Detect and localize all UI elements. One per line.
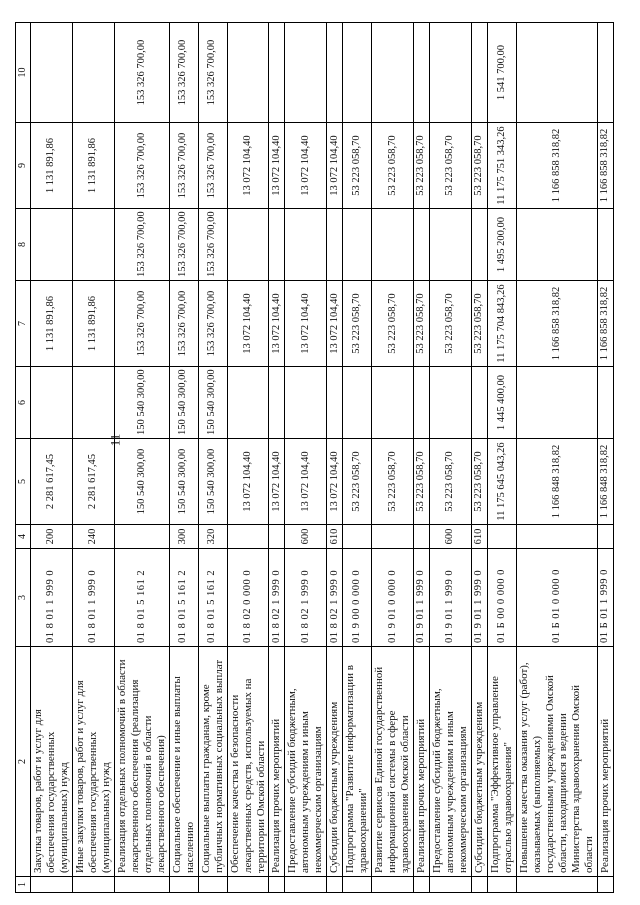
row-index-cell (430, 877, 472, 893)
amount-cell: 13 072 104,40 (327, 123, 343, 209)
amount-cell: 1 495 200,00 (488, 209, 517, 281)
amount-cell (516, 367, 597, 439)
amount-cell: 53 223 058,70 (472, 123, 488, 209)
classification-code-cell: 01 Б 00 0 000 0 (488, 549, 517, 647)
amount-cell: 53 223 058,70 (430, 281, 472, 367)
expense-type-cell: 600 (430, 525, 472, 549)
classification-code-cell: 01 9 01 1 999 0 (472, 549, 488, 647)
amount-cell: 53 223 058,70 (414, 439, 430, 525)
amount-cell (472, 209, 488, 281)
expense-type-cell: 600 (285, 525, 327, 549)
classification-code-cell: 01 8 02 1 999 0 (327, 549, 343, 647)
expense-type-cell: 610 (472, 525, 488, 549)
amount-cell: 150 540 300,00 (169, 439, 198, 525)
amount-cell (285, 209, 327, 281)
amount-cell: 13 072 104,40 (327, 281, 343, 367)
column-header: 1 (16, 877, 31, 893)
amount-cell: 1 166 858 318,82 (597, 281, 613, 367)
table-row (430, 23, 472, 893)
amount-cell: 13 072 104,40 (227, 281, 269, 367)
amount-cell (269, 367, 285, 439)
amount-cell (285, 367, 327, 439)
row-index-cell (597, 877, 613, 893)
amount-cell: 13 072 104,40 (227, 439, 269, 525)
amount-cell: 150 540 300,00 (198, 439, 227, 525)
amount-cell (31, 23, 73, 123)
expense-type-cell (227, 525, 269, 549)
row-index-cell (327, 877, 343, 893)
classification-code-cell: 01 8 01 5 161 2 (169, 549, 198, 647)
budget-table-rotated (15, 23, 611, 893)
column-header: 7 (16, 281, 31, 367)
row-index-cell (414, 877, 430, 893)
amount-cell: 1 541 700,00 (488, 23, 517, 123)
amount-cell (372, 209, 414, 281)
description-cell: Подпрограмма "Эффективное управление отраслью здравоохранения" (488, 647, 517, 877)
description-cell: Предоставление субсидий бюджетным, автономным учреждениям и иным некоммерческим организациям (285, 647, 327, 877)
row-index-cell (372, 877, 414, 893)
amount-cell (516, 209, 597, 281)
amount-cell: 153 326 700,00 (198, 23, 227, 123)
amount-cell: 1 131 891,86 (31, 123, 73, 209)
classification-code-cell: 01 9 00 0 000 0 (343, 549, 372, 647)
row-index-cell (72, 877, 114, 893)
description-cell: Социальное обеспечение и иные выплаты населению (169, 647, 198, 877)
amount-cell: 2 281 617,45 (31, 439, 73, 525)
expense-type-cell: 240 (72, 525, 114, 549)
amount-cell: 153 326 700,00 (169, 209, 198, 281)
table-row (488, 23, 517, 893)
amount-cell (72, 23, 114, 123)
column-header: 6 (16, 367, 31, 439)
amount-cell (343, 367, 372, 439)
amount-cell: 13 072 104,40 (285, 281, 327, 367)
amount-cell: 53 223 058,70 (372, 439, 414, 525)
amount-cell: 13 072 104,40 (327, 439, 343, 525)
classification-code-cell: 01 8 02 1 999 0 (269, 549, 285, 647)
amount-cell: 11 175 704 843,26 (488, 281, 517, 367)
amount-cell: 53 223 058,70 (372, 123, 414, 209)
table-row (285, 23, 327, 893)
amount-cell: 53 223 058,70 (472, 439, 488, 525)
amount-cell (31, 209, 73, 281)
table-row (169, 23, 198, 893)
expense-type-cell (372, 525, 414, 549)
amount-cell (269, 23, 285, 123)
amount-cell (414, 23, 430, 123)
amount-cell: 13 072 104,40 (269, 123, 285, 209)
table-row (343, 23, 372, 893)
expense-type-cell: 320 (198, 525, 227, 549)
classification-code-cell: 01 Б 01 1 999 0 (597, 549, 613, 647)
column-header: 5 (16, 439, 31, 525)
expense-type-cell (269, 525, 285, 549)
table-row (414, 23, 430, 893)
amount-cell: 150 540 300,00 (114, 439, 169, 525)
amount-cell (430, 209, 472, 281)
column-header: 8 (16, 209, 31, 281)
row-index-cell (227, 877, 269, 893)
amount-cell (472, 367, 488, 439)
column-header: 3 (16, 549, 31, 647)
column-header: 2 (16, 647, 31, 877)
expense-type-cell (114, 525, 169, 549)
amount-cell (31, 367, 73, 439)
table-row (72, 23, 114, 893)
amount-cell (372, 23, 414, 123)
amount-cell: 150 540 300,00 (169, 367, 198, 439)
amount-cell (430, 23, 472, 123)
amount-cell (72, 367, 114, 439)
amount-cell (285, 23, 327, 123)
amount-cell: 150 540 300,00 (198, 367, 227, 439)
table-row (372, 23, 414, 893)
amount-cell (327, 367, 343, 439)
table-row (597, 23, 613, 893)
expense-type-cell (414, 525, 430, 549)
amount-cell: 153 326 700,00 (114, 123, 169, 209)
description-cell: Субсидии бюджетным учреждениям (327, 647, 343, 877)
amount-cell: 11 175 645 043,26 (488, 439, 517, 525)
row-index-cell (516, 877, 597, 893)
amount-cell: 11 175 751 343,26 (488, 123, 517, 209)
amount-cell: 53 223 058,70 (414, 123, 430, 209)
description-cell: Социальные выплаты гражданам, кроме публичных нормативных социальных выплат (198, 647, 227, 877)
amount-cell: 153 326 700,00 (198, 281, 227, 367)
row-index-cell (269, 877, 285, 893)
amount-cell (414, 367, 430, 439)
amount-cell: 1 166 858 318,82 (516, 281, 597, 367)
table-row (31, 23, 73, 893)
expense-type-cell: 300 (169, 525, 198, 549)
amount-cell: 1 131 891,86 (72, 281, 114, 367)
table-row (227, 23, 269, 893)
column-header: 10 (16, 23, 31, 123)
description-cell: Реализация прочих мероприятий (414, 647, 430, 877)
amount-cell: 1 166 858 318,82 (597, 123, 613, 209)
amount-cell: 1 166 848 318,82 (516, 439, 597, 525)
amount-cell: 53 223 058,70 (343, 123, 372, 209)
amount-cell (597, 23, 613, 123)
expense-type-cell: 610 (327, 525, 343, 549)
amount-cell: 1 166 858 318,82 (516, 123, 597, 209)
column-header: 4 (16, 525, 31, 549)
description-cell: Реализация прочих мероприятий (597, 647, 613, 877)
amount-cell (269, 209, 285, 281)
description-cell: Субсидии бюджетным учреждениям (472, 647, 488, 877)
row-index-cell (285, 877, 327, 893)
description-cell: Повышение качества оказания услуг (работ), оказываемых (выполняемых) государственными учреждениями Омской области, находящимися в ведении Министерства здравоохранения Омской области (516, 647, 597, 877)
expense-type-cell: 200 (31, 525, 73, 549)
amount-cell: 153 326 700,00 (169, 23, 198, 123)
amount-cell: 13 072 104,40 (269, 281, 285, 367)
amount-cell: 153 326 700,00 (114, 209, 169, 281)
description-cell: Развитие сервисов Единой государственной информационной системы в сфере здравоохранения Омской области (372, 647, 414, 877)
description-cell: Реализация отдельных полномочий в области лекарственного обеспечения (реализация отдельных полномочий в области лекарственного обеспечения) (114, 647, 169, 877)
budget-table (15, 22, 614, 893)
table-row (472, 23, 488, 893)
row-index-cell (169, 877, 198, 893)
table-row (516, 23, 597, 893)
table-row (114, 23, 169, 893)
description-cell: Предоставление субсидий бюджетным, автономным учреждениям и иным некоммерческим организациям (430, 647, 472, 877)
classification-code-cell: 01 Б 01 0 000 0 (516, 549, 597, 647)
classification-code-cell: 01 8 01 5 161 2 (198, 549, 227, 647)
row-index-cell (488, 877, 517, 893)
row-index-cell (114, 877, 169, 893)
classification-code-cell: 01 9 01 1 999 0 (414, 549, 430, 647)
amount-cell (343, 23, 372, 123)
amount-cell: 53 223 058,70 (414, 281, 430, 367)
amount-cell (327, 23, 343, 123)
classification-code-cell: 01 8 01 1 999 0 (31, 549, 73, 647)
amount-cell: 150 540 300,00 (114, 367, 169, 439)
expense-type-cell (343, 525, 372, 549)
table-row (269, 23, 285, 893)
amount-cell: 13 072 104,40 (269, 439, 285, 525)
classification-code-cell: 01 8 02 1 999 0 (285, 549, 327, 647)
amount-cell: 1 445 400,00 (488, 367, 517, 439)
amount-cell: 2 281 617,45 (72, 439, 114, 525)
description-cell: Подпрограмма "Развитие информатизации в здравоохранении" (343, 647, 372, 877)
amount-cell: 53 223 058,70 (343, 439, 372, 525)
amount-cell (472, 23, 488, 123)
description-cell: Реализация прочих мероприятий (269, 647, 285, 877)
table-body (31, 23, 614, 893)
row-index-cell (198, 877, 227, 893)
amount-cell: 13 072 104,40 (285, 123, 327, 209)
amount-cell: 13 072 104,40 (227, 123, 269, 209)
row-index-cell (472, 877, 488, 893)
row-index-cell (343, 877, 372, 893)
amount-cell: 53 223 058,70 (430, 439, 472, 525)
classification-code-cell: 01 8 01 1 999 0 (72, 549, 114, 647)
expense-type-cell (516, 525, 597, 549)
amount-cell (227, 209, 269, 281)
amount-cell: 153 326 700,00 (169, 281, 198, 367)
amount-cell: 53 223 058,70 (472, 281, 488, 367)
amount-cell (227, 367, 269, 439)
expense-type-cell (488, 525, 517, 549)
amount-cell: 53 223 058,70 (430, 123, 472, 209)
amount-cell (72, 209, 114, 281)
amount-cell: 53 223 058,70 (343, 281, 372, 367)
header-row (16, 23, 31, 893)
description-cell: Иные закупки товаров, работ и услуг для обеспечения государственных (муниципальных) нужд (72, 647, 114, 877)
amount-cell (597, 209, 613, 281)
amount-cell: 1 131 891,86 (72, 123, 114, 209)
classification-code-cell: 01 9 01 1 999 0 (430, 549, 472, 647)
table-row (327, 23, 343, 893)
row-index-cell (31, 877, 73, 893)
description-cell: Закупка товаров, работ и услуг для обеспечения государственных (муниципальных) нужд (31, 647, 73, 877)
amount-cell: 13 072 104,40 (285, 439, 327, 525)
amount-cell (327, 209, 343, 281)
amount-cell: 153 326 700,00 (198, 209, 227, 281)
amount-cell: 1 131 891,86 (31, 281, 73, 367)
amount-cell: 153 326 700,00 (198, 123, 227, 209)
page-number: 11 (107, 433, 123, 447)
amount-cell (597, 367, 613, 439)
amount-cell (430, 367, 472, 439)
table-row (198, 23, 227, 893)
amount-cell (414, 209, 430, 281)
amount-cell: 153 326 700,00 (114, 23, 169, 123)
amount-cell (372, 367, 414, 439)
expense-type-cell (597, 525, 613, 549)
classification-code-cell: 01 8 01 5 161 2 (114, 549, 169, 647)
description-cell: Обеспечение качества и безопасности лекарственных средств, используемых на территории Омской области (227, 647, 269, 877)
column-header: 9 (16, 123, 31, 209)
amount-cell: 153 326 700,00 (169, 123, 198, 209)
amount-cell (516, 23, 597, 123)
amount-cell: 153 326 700,00 (114, 281, 169, 367)
amount-cell (227, 23, 269, 123)
classification-code-cell: 01 9 01 0 000 0 (372, 549, 414, 647)
amount-cell: 1 166 848 318,82 (597, 439, 613, 525)
amount-cell (343, 209, 372, 281)
classification-code-cell: 01 8 02 0 000 0 (227, 549, 269, 647)
amount-cell: 53 223 058,70 (372, 281, 414, 367)
